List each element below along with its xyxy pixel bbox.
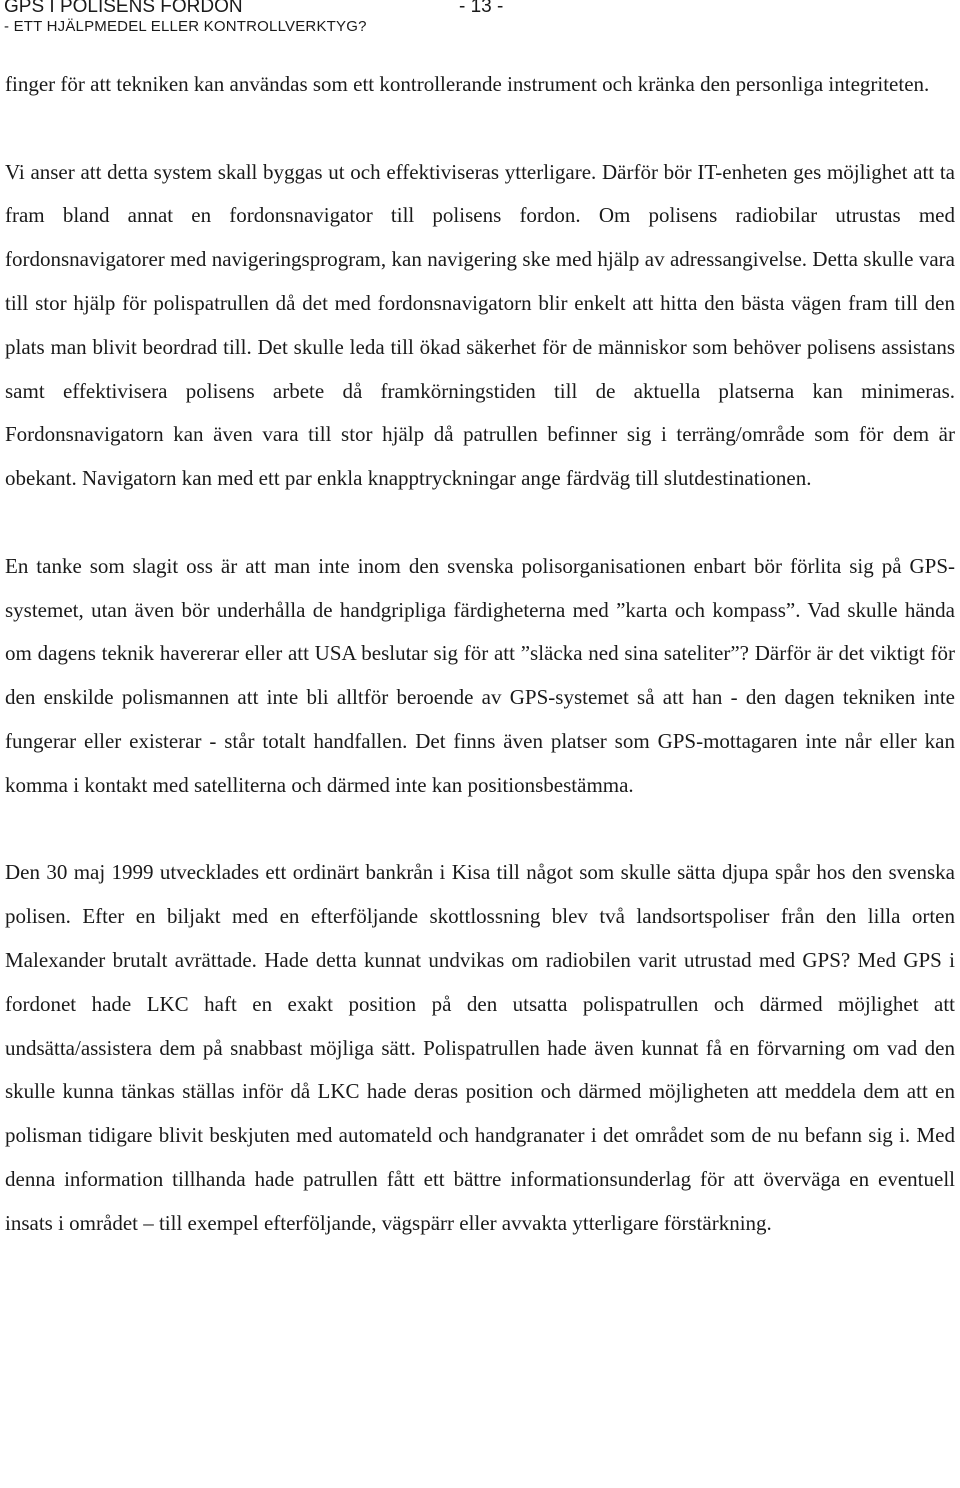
document-subtitle: - ETT HJÄLPMEDEL ELLER KONTROLLVERKTYG?	[4, 18, 367, 35]
paragraph-malexander: Den 30 maj 1999 utvecklades ett ordinärt bankrån i Kisa till något som skulle sätta djupa spår hos den svenska polisen. Efter en biljakt med en efterföljande skottlossning blev två landsortspoliser från den lilla orten Malexander brutalt avrättade. Hade detta kunnat undvikas om radiobilen varit utrustad med GPS? Med GPS i fordonet hade LKC haft en exakt position på den utsatta polispatrullen och därmed möjlighet att undsätta/assistera dem på snabbast möjliga sätt. Polispatrullen hade även kunnat få en förvarning om vad den skulle kunna tänkas ställas inför då LKC hade deras position och därmed möjligheten att meddela dem att en polisman tidigare blivit beskjuten med automateld och handgranater i det området som de nu befann sig i. Med denna information tillhanda hade patrullen fått ett bättre informationsunderlag för att överväga en eventuell insats i området – till exempel efterföljande, vägspärr eller avvakta ytterligare förstärkning.	[5, 860, 955, 1235]
running-header	[4, 0, 954, 36]
document-title: GPS I POLISENS FORDON	[4, 0, 243, 17]
paragraph-continuation: finger för att tekniken kan användas som ett kontrollerande instrument och kränka den personliga integriteten.	[5, 72, 930, 96]
body-text	[5, 63, 955, 1246]
paragraph-karta-och-kompass: En tanke som slagit oss är att man inte inom den svenska polisorganisationen enbart bör förlita sig på GPS-systemet, utan även bör underhålla de handgripliga färdigheterna med ”karta och kompass”. Vad skulle hända om dagens teknik havererar eller att USA beslutar sig för att ”släcka ned sina sateliter”? Därför är det viktigt för den enskilde polismannen att inte bli alltför beroende av GPS-systemet så att han - den dagen tekniken inte fungerar eller existerar - står totalt handfallen. Det finns även platser som GPS-mottagaren inte når eller kan komma i kontakt med satelliterna och därmed inte kan positionsbestämma.	[5, 553, 955, 797]
header-top-line	[4, 0, 954, 18]
paragraph-fordonsnavigator: Vi anser att detta system skall byggas ut och effektiviseras ytterligare. Därför bör IT-enheten ges möjlighet att ta fram bland annat en fordonsnavigator till polisens fordon. Om polisens radiobilar utrustas med fordonsnavigatorer med navigeringsprogram, kan navigering ske med hjälp av adressangivelse. Detta skulle vara till stor hjälp för polispatrullen då det med fordonsnavigatorn blir enkelt att hitta den bästa vägen fram till den plats man blivit beordrad till. Det skulle leda till ökad säkerhet för de människor som behöver polisens assistans samt effektivisera polisens arbete då framkörningstiden till de aktuella platserna kan minimeras. Fordonsnavigatorn kan även vara till stor hjälp då patrullen befinner sig i terräng/område som för dem är obekant. Navigatorn kan med ett par enkla knapptryckningar ange färdväg till slutdestinationen.	[5, 159, 955, 491]
page-number: - 13 -	[459, 0, 504, 17]
